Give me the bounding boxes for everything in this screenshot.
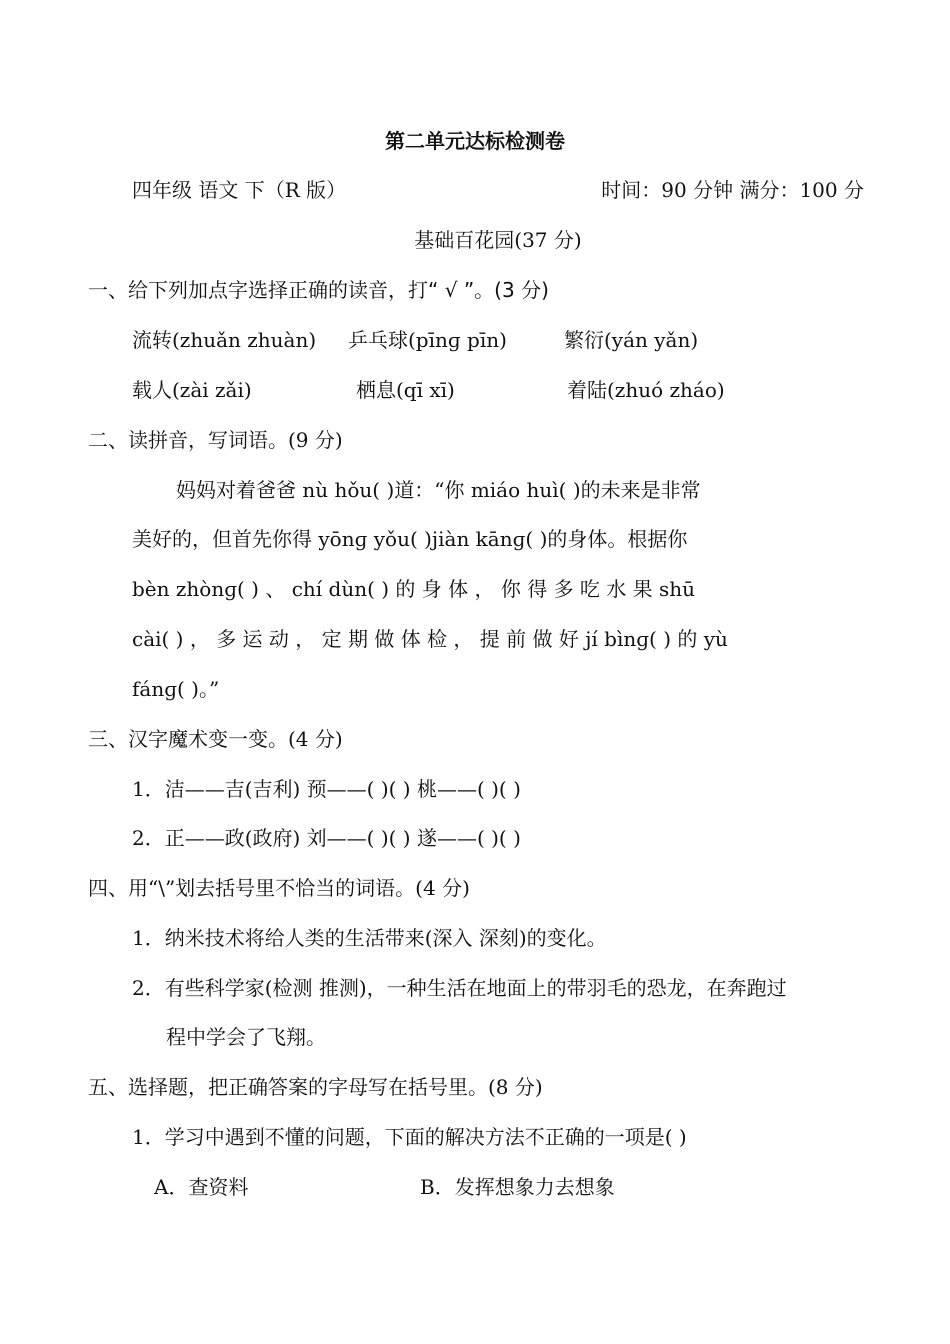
page-title: 第二单元达标检测卷 [385,129,565,153]
q5-heading: 五、选择题，把正确答案的字母写在括号里。(8 分) [88,1075,543,1099]
q5-option-b: B．发挥想象力去想象 [420,1175,615,1199]
section-heading: 基础百花园(37 分) [414,228,582,252]
q1-option: 乒乓球(pīnɡ pīn) [348,328,507,352]
q2-line: 美好的，但首先你得 yōnɡ yǒu( )jiàn kānɡ( )的身体。根据你 [132,527,688,551]
q1-heading: 一、给下列加点字选择正确的读音，打“ √ ”。(3 分) [88,278,549,302]
q1-option: 载人(zài zǎi) [132,378,252,402]
q2-line: fánɡ( )。” [132,677,220,701]
time-info: 时间：90 分钟 满分：100 分 [601,178,864,202]
q2-heading: 二、读拼音，写词语。(9 分) [88,428,343,452]
q2-line: 妈妈对着爸爸 nù hǒu( )道：“你 miáo huì( )的未来是非常 [176,478,701,502]
q1-option: 流转(zhuǎn zhuàn) [132,328,317,352]
q4-item: 程中学会了飞翔。 [166,1025,326,1049]
grade-info: 四年级 语文 下（R 版） [132,178,347,202]
q3-item: 2．正——政(政府) 刘——( )( ) 遂——( )( ) [132,826,521,850]
q4-item: 1．纳米技术将给人类的生活带来(深入 深刻)的变化。 [132,926,607,950]
q5-option-a: A．查资料 [154,1175,249,1199]
q1-option: 着陆(zhuó zháo) [567,378,725,402]
q3-heading: 三、汉字魔术变一变。(4 分) [88,727,343,751]
q1-option: 繁衍(yán yǎn) [564,328,699,352]
q2-line: bèn zhònɡ( ) 、 chí dùn( ) 的 身 体 ， 你 得 多 吃 水 果 shū [132,577,696,601]
q4-heading: 四、用“\”划去括号里不恰当的词语。(4 分) [88,876,470,900]
q1-option: 栖息(qī xī) [356,378,455,402]
q4-item: 2．有些科学家(检测 推测)，一种生活在地面上的带羽毛的恐龙，在奔跑过 [132,976,787,1000]
q5-question: 1．学习中遇到不懂的问题，下面的解决方法不正确的一项是( ) [132,1125,687,1149]
q3-item: 1．洁——吉(吉利) 预——( )( ) 桃——( )( ) [132,777,521,801]
q2-line: cài( ) ， 多 运 动 ， 定 期 做 体 检 ， 提 前 做 好 jí bìnɡ( ) 的 yù [132,627,728,651]
